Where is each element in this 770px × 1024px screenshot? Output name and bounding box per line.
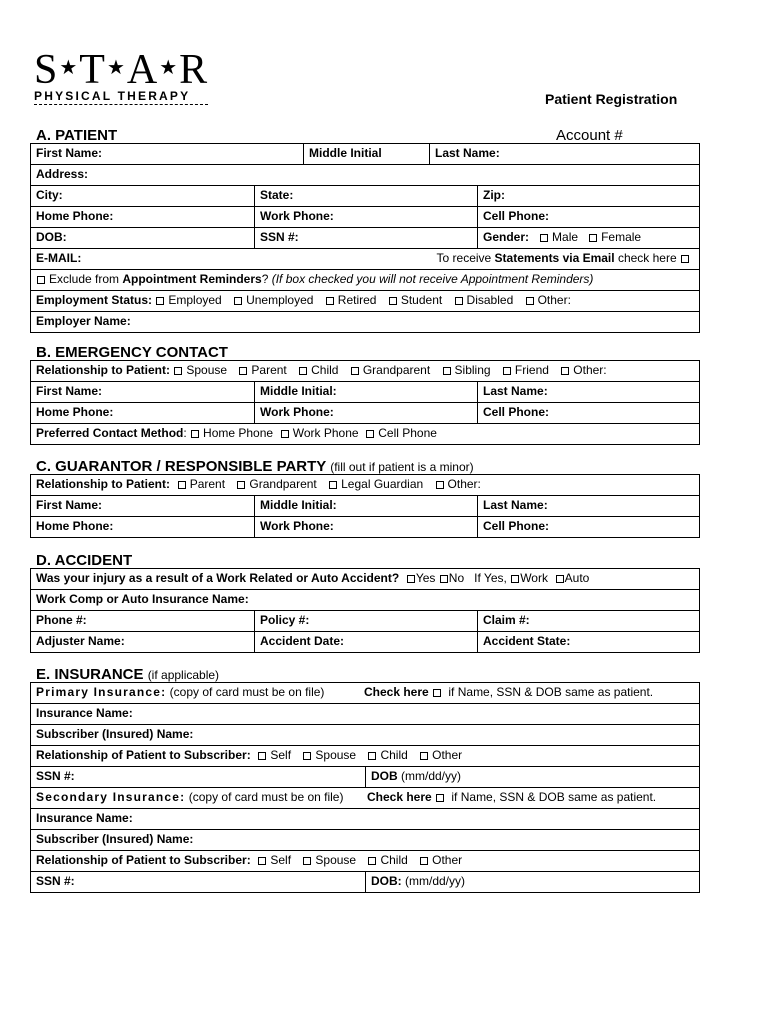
patient-cell-phone-field[interactable]: Cell Phone: xyxy=(477,207,699,227)
email-statements-option: To receive Statements via Email check here xyxy=(437,249,693,268)
emergency-cell-phone-field[interactable]: Cell Phone: xyxy=(477,403,699,423)
accident-question-row xyxy=(31,569,699,590)
accident-adjuster-row xyxy=(31,632,699,652)
section-heading-insurance: E. INSURANCE (if applicable) xyxy=(36,666,220,683)
emergency-contact-method-row xyxy=(31,424,699,444)
patient-employer-row xyxy=(31,312,699,332)
insurance-section xyxy=(30,682,700,893)
emergency-work-phone-field[interactable]: Work Phone: xyxy=(254,403,477,423)
accident-policy-field[interactable]: Policy #: xyxy=(254,611,477,631)
emergency-spouse-checkbox[interactable] xyxy=(174,367,182,375)
primary-insurance-row xyxy=(31,683,699,704)
primary-insurance-header: Primary Insurance: (copy of card must be on file) Check here if Name, SSN & DOB same as patient. xyxy=(36,685,654,699)
email-statements-checkbox[interactable] xyxy=(681,255,689,263)
patient-phone-row xyxy=(31,207,699,228)
emergency-friend-checkbox[interactable] xyxy=(503,367,511,375)
patient-work-phone-field[interactable]: Work Phone: xyxy=(254,207,477,227)
emergency-parent-checkbox[interactable] xyxy=(239,367,247,375)
section-heading-guarantor: C. GUARANTOR / RESPONSIBLE PARTY (fill out if patient is a minor) xyxy=(36,458,474,475)
contact-home-phone-checkbox[interactable] xyxy=(191,430,199,438)
secondary-same-as-patient-checkbox[interactable] xyxy=(436,794,444,802)
primary-spouse-checkbox[interactable] xyxy=(303,752,311,760)
logo-underline xyxy=(34,104,208,105)
employment-unemployed-checkbox[interactable] xyxy=(234,297,242,305)
patient-middle-initial-field[interactable]: Middle Initial xyxy=(303,144,429,164)
primary-subscriber-row xyxy=(31,725,699,746)
exclude-reminders-checkbox[interactable] xyxy=(37,276,45,284)
adjuster-name-field[interactable]: Adjuster Name: xyxy=(36,634,125,648)
patient-home-phone-field[interactable]: Home Phone: xyxy=(36,209,114,223)
primary-dob-field[interactable]: DOB (mm/dd/yy) xyxy=(365,767,699,787)
emergency-sibling-checkbox[interactable] xyxy=(443,367,451,375)
work-comp-insurance-field[interactable]: Work Comp or Auto Insurance Name: xyxy=(36,592,249,606)
guarantor-relationship-field: Relationship to Patient: Parent Grandparent Legal Guardian Other: xyxy=(36,477,481,491)
primary-ssn-field[interactable]: SSN #: xyxy=(36,769,75,783)
primary-relationship-row xyxy=(31,746,699,767)
patient-section xyxy=(30,143,700,333)
gender-female-checkbox[interactable] xyxy=(589,234,597,242)
emergency-relationship-field: Relationship to Patient: Spouse Parent Child Grandparent Sibling Friend Other: xyxy=(36,363,607,377)
secondary-spouse-checkbox[interactable] xyxy=(303,857,311,865)
patient-email-row xyxy=(31,249,699,270)
guarantor-grandparent-checkbox[interactable] xyxy=(237,481,245,489)
accident-work-checkbox[interactable] xyxy=(511,575,519,583)
patient-first-name-field[interactable]: First Name: xyxy=(36,146,103,160)
contact-cell-phone-checkbox[interactable] xyxy=(366,430,374,438)
logo-wordmark: S★T★A★R xyxy=(34,47,209,93)
primary-subscriber-name-field[interactable]: Subscriber (Insured) Name: xyxy=(36,727,194,741)
preferred-contact-method-field: Preferred Contact Method: Home Phone Work Phone Cell Phone xyxy=(36,426,437,440)
guarantor-legal-guardian-checkbox[interactable] xyxy=(329,481,337,489)
section-heading-patient: A. PATIENT xyxy=(36,127,118,144)
contact-work-phone-checkbox[interactable] xyxy=(281,430,289,438)
employment-status-field: Employment Status: Employed Unemployed Retired Student Disabled Other: xyxy=(36,293,571,307)
patient-address-field[interactable]: Address: xyxy=(36,167,89,181)
patient-gender-field: Gender: Male Female xyxy=(477,228,699,248)
exclude-reminders-option: Exclude from Appointment Reminders? (If box checked you will not receive Appointment Reminders) xyxy=(31,270,699,290)
employment-other-checkbox[interactable] xyxy=(526,297,534,305)
patient-dob-field[interactable]: DOB: xyxy=(36,230,67,244)
secondary-self-checkbox[interactable] xyxy=(258,857,266,865)
secondary-ssn-row xyxy=(31,872,699,892)
patient-city-field[interactable]: City: xyxy=(36,188,63,202)
accident-auto-checkbox[interactable] xyxy=(556,575,564,583)
secondary-other-checkbox[interactable] xyxy=(420,857,428,865)
emergency-last-name-field[interactable]: Last Name: xyxy=(477,382,699,402)
patient-name-row xyxy=(31,144,699,165)
emergency-other-checkbox[interactable] xyxy=(561,367,569,375)
patient-reminders-row xyxy=(31,270,699,291)
secondary-relationship-row xyxy=(31,851,699,872)
primary-child-checkbox[interactable] xyxy=(368,752,376,760)
gender-male-checkbox[interactable] xyxy=(540,234,548,242)
primary-relationship-field: Relationship of Patient to Subscriber: Self Spouse Child Other xyxy=(36,748,463,762)
emergency-phone-row xyxy=(31,403,699,424)
patient-ssn-field[interactable]: SSN #: xyxy=(254,228,477,248)
guarantor-name-row xyxy=(31,496,699,517)
employer-name-field[interactable]: Employer Name: xyxy=(36,314,131,328)
section-heading-accident: D. ACCIDENT xyxy=(36,552,133,569)
patient-state-field[interactable]: State: xyxy=(254,186,477,206)
accident-policy-row xyxy=(31,611,699,632)
secondary-subscriber-name-field[interactable]: Subscriber (Insured) Name: xyxy=(36,832,194,846)
guarantor-work-phone-field[interactable]: Work Phone: xyxy=(254,517,477,537)
section-heading-emergency: B. EMERGENCY CONTACT xyxy=(36,344,228,361)
secondary-child-checkbox[interactable] xyxy=(368,857,376,865)
guarantor-first-name-field[interactable]: First Name: xyxy=(36,498,103,512)
accident-question-field: Was your injury as a result of a Work Related or Auto Accident? Yes No If Yes, Work Auto xyxy=(36,571,590,585)
secondary-insurance-header: Secondary Insurance: (copy of card must be on file) Check here if Name, SSN & DOB same as patient. xyxy=(36,790,657,804)
employment-retired-checkbox[interactable] xyxy=(326,297,334,305)
guarantor-phone-row xyxy=(31,517,699,537)
secondary-dob-field[interactable]: DOB: (mm/dd/yy) xyxy=(365,872,699,892)
accident-date-field[interactable]: Accident Date: xyxy=(254,632,477,652)
emergency-grandparent-checkbox[interactable] xyxy=(351,367,359,375)
accident-state-field[interactable]: Accident State: xyxy=(477,632,699,652)
patient-city-row xyxy=(31,186,699,207)
patient-zip-field[interactable]: Zip: xyxy=(477,186,699,206)
work-comp-row xyxy=(31,590,699,611)
primary-same-as-patient-checkbox[interactable] xyxy=(433,689,441,697)
primary-insurance-name-field[interactable]: Insurance Name: xyxy=(36,706,133,720)
emergency-home-phone-field[interactable]: Home Phone: xyxy=(36,405,114,419)
guarantor-cell-phone-field[interactable]: Cell Phone: xyxy=(477,517,699,537)
secondary-insurance-row xyxy=(31,788,699,809)
accident-yes-checkbox[interactable] xyxy=(407,575,415,583)
emergency-name-row xyxy=(31,382,699,403)
secondary-ssn-field[interactable]: SSN #: xyxy=(36,874,75,888)
primary-ssn-row xyxy=(31,767,699,788)
guarantor-home-phone-field[interactable]: Home Phone: xyxy=(36,519,114,533)
guarantor-last-name-field[interactable]: Last Name: xyxy=(477,496,699,516)
star-pt-logo xyxy=(34,48,210,108)
patient-employment-row xyxy=(31,291,699,312)
guarantor-section xyxy=(30,474,700,538)
patient-dob-row xyxy=(31,228,699,249)
accident-phone-field[interactable]: Phone #: xyxy=(36,613,87,627)
secondary-insurance-name-row xyxy=(31,809,699,830)
page-title: Patient Registration xyxy=(545,91,678,107)
guarantor-other-checkbox[interactable] xyxy=(436,481,444,489)
logo-subtitle: PHYSICAL THERAPY xyxy=(34,89,191,103)
patient-address-row xyxy=(31,165,699,186)
accident-claim-field[interactable]: Claim #: xyxy=(477,611,699,631)
guarantor-middle-initial-field[interactable]: Middle Initial: xyxy=(254,496,477,516)
account-number-label: Account # xyxy=(556,127,623,144)
employment-disabled-checkbox[interactable] xyxy=(455,297,463,305)
primary-insurance-name-row xyxy=(31,704,699,725)
emergency-child-checkbox[interactable] xyxy=(299,367,307,375)
patient-email-field[interactable]: E-MAIL: To receive Statements via Email check here xyxy=(31,249,699,269)
primary-other-checkbox[interactable] xyxy=(420,752,428,760)
secondary-relationship-field: Relationship of Patient to Subscriber: Self Spouse Child Other xyxy=(36,853,463,867)
primary-self-checkbox[interactable] xyxy=(258,752,266,760)
secondary-insurance-name-field[interactable]: Insurance Name: xyxy=(36,811,133,825)
secondary-subscriber-row xyxy=(31,830,699,851)
guarantor-relationship-row xyxy=(31,475,699,496)
emergency-middle-initial-field[interactable]: Middle Initial: xyxy=(254,382,477,402)
patient-last-name-field[interactable]: Last Name: xyxy=(429,144,699,164)
accident-section xyxy=(30,568,700,653)
accident-no-checkbox[interactable] xyxy=(440,575,448,583)
employment-employed-checkbox[interactable] xyxy=(156,297,164,305)
guarantor-parent-checkbox[interactable] xyxy=(178,481,186,489)
employment-student-checkbox[interactable] xyxy=(389,297,397,305)
emergency-first-name-field[interactable]: First Name: xyxy=(36,384,103,398)
emergency-section xyxy=(30,360,700,445)
emergency-relationship-row xyxy=(31,361,699,382)
